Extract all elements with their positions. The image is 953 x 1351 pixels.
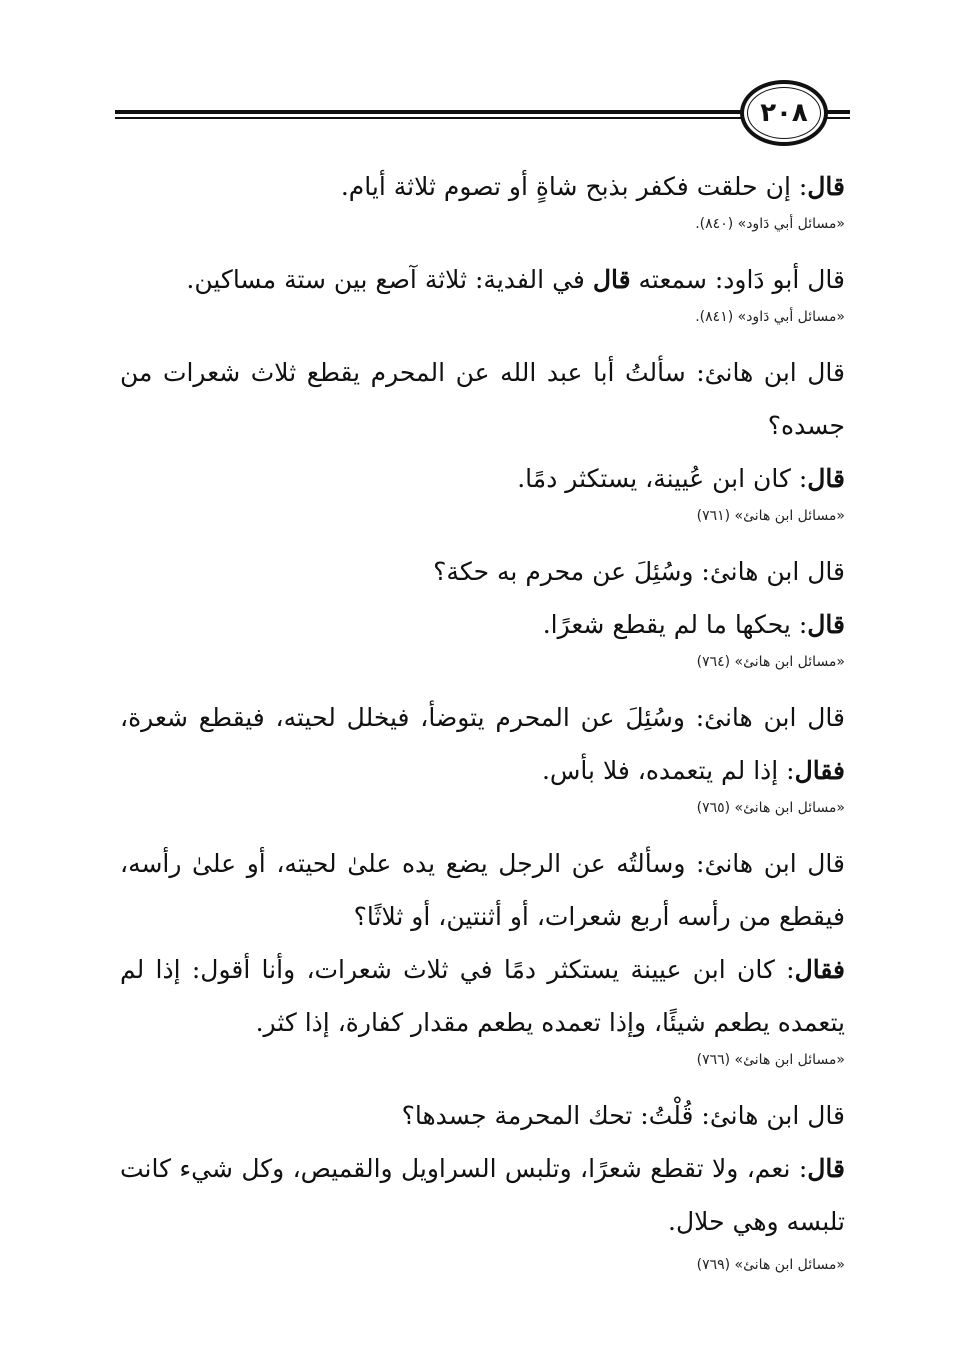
source-citation: «مسائل أبي دَاود» (٨٤١). xyxy=(695,309,845,325)
source-citation: «مسائل ابن هانئ» (٧٦٥) xyxy=(696,800,845,816)
speaker-label: قال xyxy=(807,1154,845,1183)
page-number: ٢٠٨ xyxy=(760,98,808,128)
paragraph-text: : نعم، ولا تقطع شعرًا، وتلبس السراويل والقميص، وكل شيء كانت تلبسه وهي حلال. xyxy=(120,1154,845,1236)
paragraph xyxy=(120,160,845,213)
source-citation: «مسائل ابن هانئ» (٧٦١) xyxy=(696,508,845,524)
paragraph-text: قال ابن هانئ: وسألتُه عن الرجل يضع يده علىٰ لحيته، أو علىٰ رأسه، فيقطع من رأسه أربع شعرات، أو أثنتين، أو ثلاثًا؟ xyxy=(120,849,845,931)
paragraph-text: في الفدية: ثلاثة آصع بين ستة مساكين. xyxy=(186,265,593,294)
paragraph-text: قال ابن هانئ: قُلْتُ: تحك المحرمة جسدها؟ xyxy=(401,1101,845,1130)
paragraph-text: : إن حلقت فكفر بذبح شاةٍ أو تصوم ثلاثة أيام. xyxy=(340,172,808,201)
speaker-label: قال xyxy=(807,464,845,493)
paragraph xyxy=(120,1089,845,1142)
paragraph xyxy=(120,253,845,306)
paragraph xyxy=(120,545,845,598)
speaker-label: فقال xyxy=(794,756,845,785)
page-number-badge xyxy=(740,80,828,146)
source-citation: «مسائل ابن هانئ» (٧٦٤) xyxy=(696,654,845,670)
page-header xyxy=(115,80,850,160)
paragraph-text: : إذا لم يتعمده، فلا بأس. xyxy=(541,756,795,785)
page-body xyxy=(120,160,845,1276)
paragraph xyxy=(120,837,845,943)
paragraph-text: : كان ابن عُيينة، يستكثر دمًا. xyxy=(517,464,808,493)
paragraph-text: : يحكها ما لم يقطع شعرًا. xyxy=(542,610,808,639)
paragraph-text: قال أبو دَاود: سمعته xyxy=(630,265,845,294)
speaker-label: قال xyxy=(592,265,631,294)
paragraph-text: قال ابن هانئ: سألتُ أبا عبد الله عن المحرم يقطع ثلاث شعرات من جسده؟ xyxy=(120,358,845,440)
speaker-label: قال xyxy=(807,172,845,201)
paragraph xyxy=(120,1142,845,1248)
paragraph xyxy=(120,943,845,1049)
paragraph xyxy=(120,598,845,651)
source-citation: «مسائل ابن هانئ» (٧٦٩) xyxy=(696,1257,845,1273)
paragraph-text: : كان ابن عيينة يستكثر دمًا في ثلاث شعرات، وأنا أقول: إذا لم يتعمده يطعم شيئًا، وإذا تعمده يطعم مقدار كفارة، إذا كثر. xyxy=(120,955,845,1037)
paragraph xyxy=(120,346,845,452)
speaker-label: قال xyxy=(807,610,845,639)
source-citation: «مسائل أبي دَاود» (٨٤٠). xyxy=(695,216,845,232)
paragraph-text: قال ابن هانئ: وسُئِلَ عن محرم به حكة؟ xyxy=(433,557,845,586)
speaker-label: فقال xyxy=(794,955,845,984)
header-rule xyxy=(115,110,755,119)
paragraph xyxy=(120,452,845,505)
source-citation: «مسائل ابن هانئ» (٧٦٦) xyxy=(696,1052,845,1068)
paragraph-text: قال ابن هانئ: وسُئِلَ عن المحرم يتوضأ، فيخلل لحيته، فيقطع شعرة، xyxy=(120,703,845,732)
paragraph xyxy=(120,691,845,797)
